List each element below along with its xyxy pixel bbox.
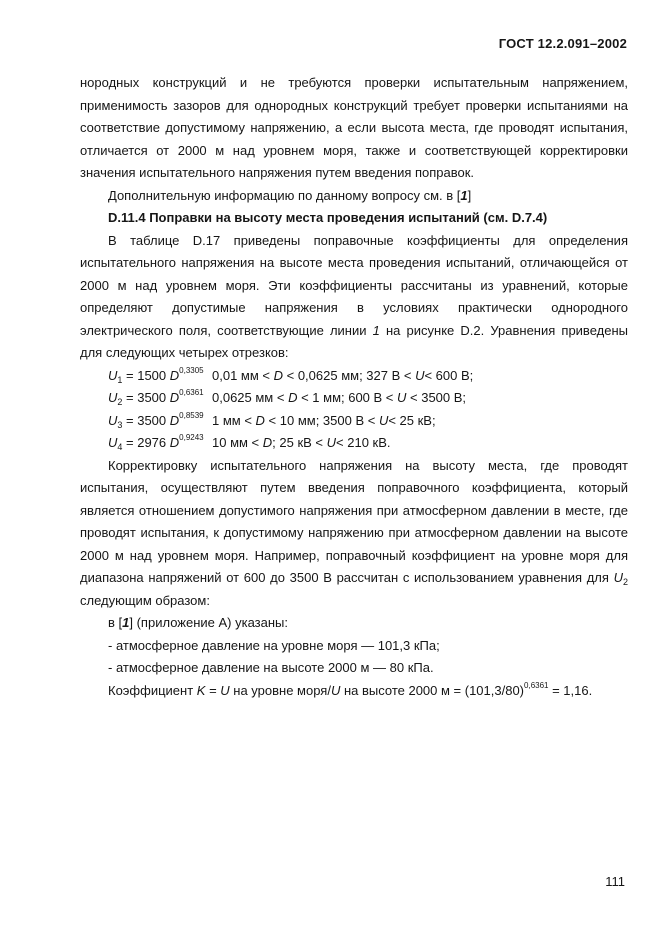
equation-row (80, 365, 628, 388)
range-a: 1 мм < (212, 412, 256, 428)
page-number: 111 (605, 874, 625, 889)
correction-text: Корректировку испытательного напряжения на высоту места, где проводят испытания, осуществляют путем введения поправочного коэффициента, который является отношением допустимого напряжения при атмосферном давлении в месте, где проводят испытания, к допустимому напряжению при атмосферном давлении на высоте 2000 м над уровнем моря. Например, поправочный коэффициент на уровне моря для диапазона напряжений от 600 до 3500 В рассчитан с использованием уравнения для (80, 457, 628, 585)
table-description-end: на рисунке D.2. Уравнения приведены для следующих четырех отрезков: (80, 322, 628, 360)
bullet-sea-level: - атмосферное давление на уровне моря — 101,3 кПа; (108, 637, 440, 653)
coef-k: K (196, 682, 206, 698)
range-a: 10 мм < (212, 435, 263, 450)
paragraph-continuation: нородных конструкций и не требуются проверки испытательным напряжением, применимость зазоров для однородных конструкций требует проверки испытаниями на соответствие допустимому напряжению, а если высота места, где проводят испытания, отличается от 2000 м над уровнем моря, также и соответствующей корректировки значения испытательного напряжения путем введения поправок. (80, 75, 628, 180)
range-c: < 210 кВ. (336, 435, 391, 450)
coef-result: = 1,16. (548, 682, 593, 698)
range-b: < 10 мм; 3500 В < (264, 412, 379, 428)
equation-exp: 0,9243 (179, 433, 204, 442)
equation-var: U (108, 435, 118, 450)
equation-d: D (169, 367, 180, 383)
equation-coef: = 3500 (122, 412, 170, 428)
equation-sub: 2 (117, 397, 123, 407)
equation-exp: 0,3305 (179, 365, 204, 375)
equation-d: D (169, 412, 180, 428)
paragraph-source (80, 612, 628, 635)
range-b: ; 25 кВ < (272, 435, 327, 450)
range-u: U (378, 412, 389, 428)
coef-text-a: Коэффициент (108, 682, 197, 698)
line-number: 1 (372, 322, 380, 338)
coef-eq: = (205, 682, 221, 698)
equation-sub: 4 (117, 442, 123, 452)
equation-formula (108, 387, 212, 410)
range-d: D (262, 435, 273, 450)
range-d: D (288, 390, 298, 405)
equation-row (80, 410, 628, 433)
equation-formula (108, 432, 212, 455)
equation-range (212, 435, 391, 450)
source-text-b: ] (приложение А) указаны: (129, 615, 288, 630)
source-text-a: в [ (108, 615, 123, 630)
equation-sub: 1 (117, 374, 123, 385)
correction-var: U (613, 570, 623, 585)
table-description-text: В таблице D.17 приведены поправочные коэффициенты для определения испытательного напряжения на высоте места проведения испытаний, отличающейся от 2000 м над уровнем моря. Эти коэффициенты рассчитаны из уравнений, которые определяют допустимые напряжения в условиях практически однородного электрического поля, соответствующие линии (80, 232, 628, 338)
reference-number: 1 (460, 187, 468, 203)
range-b: < 1 мм; 600 В < (297, 390, 398, 405)
section-heading: D.11.4 Поправки на высоту места проведения испытаний (см. D.7.4) (108, 210, 548, 225)
equation-coef: = 3500 (122, 390, 170, 405)
equation-exp: 0,8539 (179, 410, 204, 420)
equation-range (212, 390, 466, 405)
equation-row (80, 432, 628, 455)
equation-coef: = 1500 (122, 367, 170, 383)
coef-u1: U (220, 682, 230, 698)
range-u: U (397, 390, 407, 405)
coef-text-c: на уровне моря/ (229, 682, 331, 698)
equation-range (212, 413, 436, 428)
range-a: 0,0625 мм < (212, 390, 289, 405)
equation-range (212, 368, 473, 383)
equation-list (80, 365, 628, 455)
range-d: D (273, 367, 283, 383)
paragraph-correction (80, 455, 628, 613)
correction-end: следующим образом: (80, 592, 210, 608)
paragraph-additional-info (80, 185, 628, 208)
coef-exponent: 0,6361 (524, 680, 549, 690)
range-u: U (415, 367, 425, 383)
paragraph-table-description (80, 230, 628, 365)
source-reference: 1 (122, 615, 130, 630)
equation-var: U (108, 367, 118, 383)
document-header: ГОСТ 12.2.091–2002 (498, 36, 627, 51)
equation-row (80, 387, 628, 410)
range-a: 0,01 мм < (212, 367, 274, 383)
range-u: U (326, 435, 337, 450)
coef-text-d: на высоте 2000 м = (101,3/80) (340, 682, 525, 698)
range-b: < 0,0625 мм; 327 В < (283, 367, 416, 383)
range-c: < 3500 В; (406, 390, 467, 405)
equation-var: U (108, 412, 118, 428)
range-c: < 600 В; (424, 367, 474, 383)
additional-info-text: Дополнительную информацию по данному вопросу см. в [ (108, 187, 461, 203)
coef-u2: U (330, 682, 341, 698)
equation-formula (108, 365, 212, 388)
correction-sub: 2 (622, 577, 628, 587)
equation-sub: 3 (117, 419, 123, 430)
range-c: < 25 кВ; (388, 412, 436, 428)
equation-d: D (169, 435, 180, 450)
bullet-altitude: - атмосферное давление на высоте 2000 м — 80 кПа. (108, 660, 434, 675)
range-d: D (255, 412, 265, 428)
equation-var: U (108, 390, 118, 405)
equation-d: D (169, 390, 180, 405)
equation-exp: 0,6361 (179, 388, 204, 397)
paragraph-coefficient (80, 680, 628, 703)
equation-formula (108, 410, 212, 433)
page-body (80, 72, 628, 702)
equation-coef: = 2976 (122, 435, 170, 450)
reference-close: ] (467, 187, 472, 203)
